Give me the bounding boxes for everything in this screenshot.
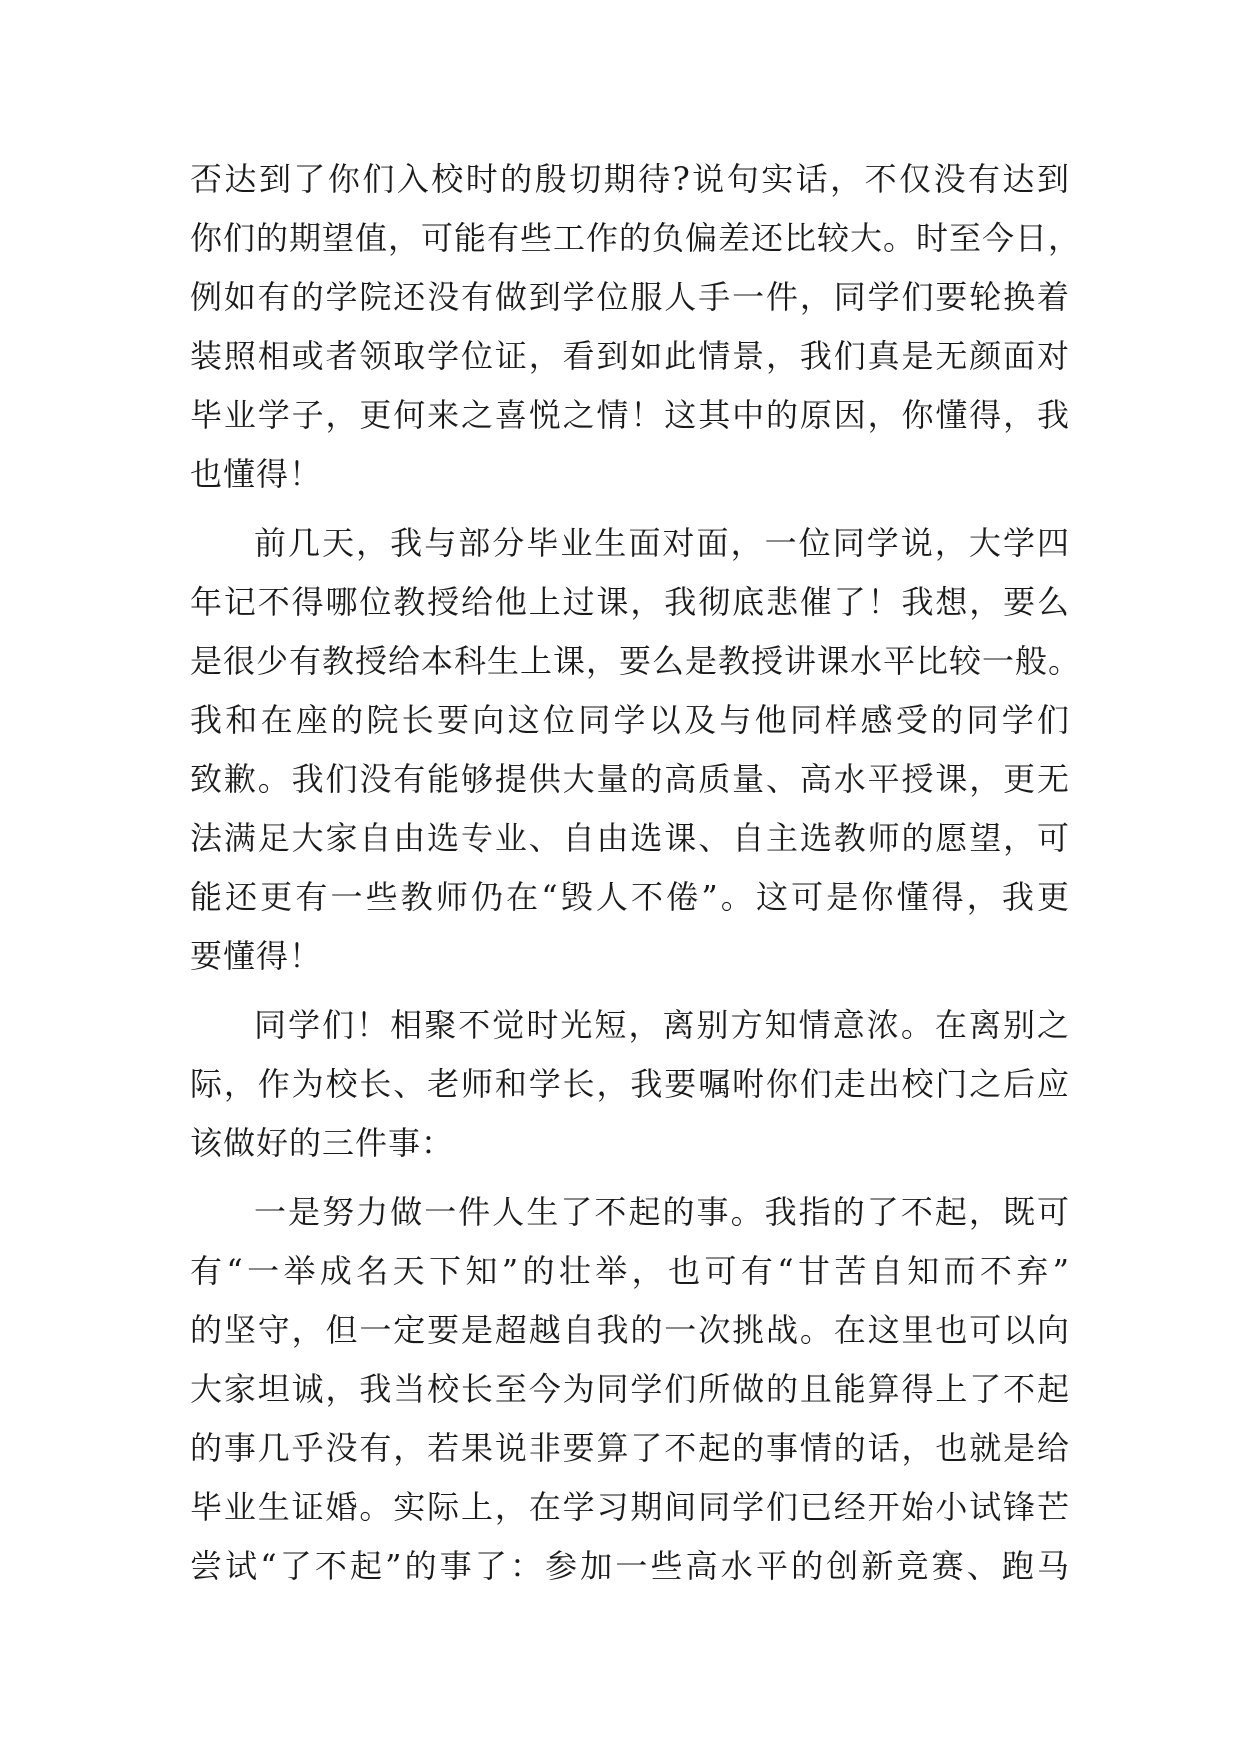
text-line: 是很少有教授给本科生上课，要么是教授讲课水平比较一般。 [190, 642, 1082, 680]
text-line: 有“一举成名天下知”的壮举，也可有“甘苦自知而不弃” [190, 1252, 1070, 1290]
paragraph [190, 514, 1082, 986]
text-line: 一是努力做一件人生了不起的事。我指的了不起，既可 [254, 1193, 1070, 1231]
paragraph [190, 996, 1070, 1173]
text-line: 年记不得哪位教授给他上过课，我彻底悲催了！我想，要么 [190, 583, 1070, 621]
text-line: 该做好的三件事： [190, 1124, 455, 1162]
text-line: 毕业生证婚。实际上，在学习期间同学们已经开始小试锋芒 [190, 1488, 1070, 1526]
text-line: 同学们！相聚不觉时光短，离别方知情意浓。在离别之 [254, 1006, 1070, 1044]
text-line: 际，作为校长、老师和学长，我要嘱咐你们走出校门之后应 [190, 1065, 1070, 1103]
text-line: 例如有的学院还没有做到学位服人手一件，同学们要轮换着 [190, 278, 1070, 316]
text-line: 的事几乎没有，若果说非要算了不起的事情的话，也就是给 [190, 1429, 1070, 1467]
paragraph [190, 1183, 1070, 1596]
text-line: 否达到了你们入校时的殷切期待?说句实话，不仅没有达到 [190, 160, 1070, 198]
text-line: 装照相或者领取学位证，看到如此情景，我们真是无颜面对 [190, 337, 1070, 375]
text-line: 我和在座的院长要向这位同学以及与他同样感受的同学们 [190, 701, 1070, 739]
text-line: 法满足大家自由选专业、自由选课、自主选教师的愿望，可 [190, 819, 1070, 857]
text-line: 也懂得！ [190, 455, 323, 493]
text-line: 你们的期望值，可能有些工作的负偏差还比较大。时至今日， [190, 219, 1082, 257]
text-line: 毕业学子，更何来之喜悦之情！这其中的原因，你懂得，我 [190, 396, 1070, 434]
document-body [190, 150, 1082, 1596]
paragraph [190, 150, 1082, 504]
text-line: 致歉。我们没有能够提供大量的高质量、高水平授课，更无 [190, 760, 1070, 798]
text-line: 前几天，我与部分毕业生面对面，一位同学说，大学四 [254, 524, 1070, 562]
text-line: 能还更有一些教师仍在“毁人不倦”。这可是你懂得，我更 [190, 878, 1070, 916]
text-line: 的坚守，但一定要是超越自我的一次挑战。在这里也可以向 [190, 1311, 1070, 1349]
text-line: 大家坦诚，我当校长至今为同学们所做的且能算得上了不起 [190, 1370, 1070, 1408]
text-line: 要懂得！ [190, 937, 323, 975]
text-line: 尝试“了不起”的事了：参加一些高水平的创新竞赛、跑马 [190, 1547, 1070, 1585]
